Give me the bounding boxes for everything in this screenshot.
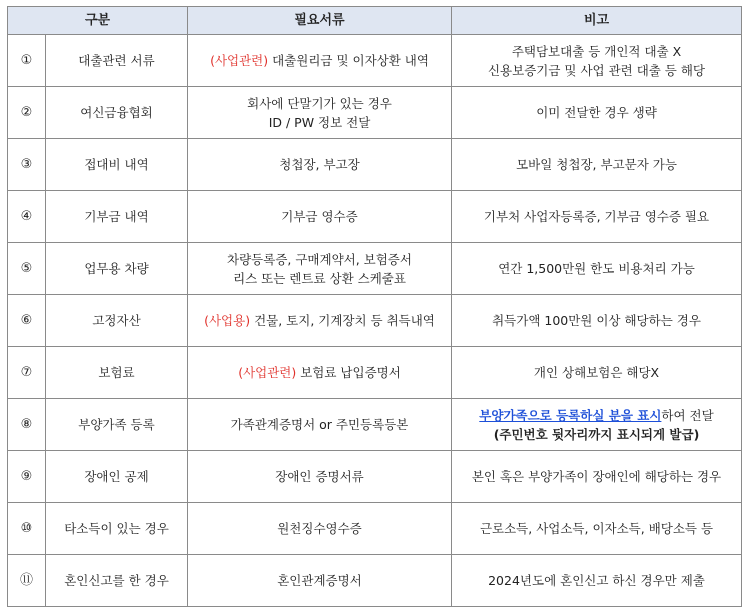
- table-row: [8, 555, 742, 607]
- table-row: [8, 87, 742, 139]
- doc-line: 회사에 단말기가 있는 경우: [247, 95, 392, 111]
- row-category: 기부금 내역: [46, 191, 188, 243]
- row-category: 타소득이 있는 경우: [46, 503, 188, 555]
- doc-highlight: (사업용): [204, 313, 251, 328]
- required-documents-table: [7, 6, 742, 607]
- row-documents: 기부금 영수증: [188, 191, 452, 243]
- note-line: 주택담보대출 등 개인적 대출 X: [511, 43, 682, 59]
- doc-highlight: (사업관련): [210, 53, 269, 68]
- row-category: 고정자산: [46, 295, 188, 347]
- row-number: ⑧: [8, 399, 46, 451]
- row-notes: [452, 35, 742, 87]
- table-row: [8, 139, 742, 191]
- table-row: [8, 347, 742, 399]
- row-notes: 2024년도에 혼인신고 하신 경우만 제출: [452, 555, 742, 607]
- header-documents: 필요서류: [188, 7, 452, 35]
- row-documents: [188, 87, 452, 139]
- note-text: 하여 전달: [661, 407, 714, 423]
- doc-text: 건물, 토지, 기계장치 등 취득내역: [250, 313, 435, 328]
- row-category: 업무용 차량: [46, 243, 188, 295]
- row-category: 접대비 내역: [46, 139, 188, 191]
- row-category: 여신금융협회: [46, 87, 188, 139]
- doc-line: 리스 또는 렌트료 상환 스케줄표: [233, 270, 406, 286]
- row-category: 부양가족 등록: [46, 399, 188, 451]
- row-documents: 청첩장, 부고장: [188, 139, 452, 191]
- doc-text: 대출원리금 및 이자상환 내역: [268, 53, 429, 68]
- row-documents: 가족관계증명서 or 주민등록등본: [188, 399, 452, 451]
- header-notes: 비고: [452, 7, 742, 35]
- note-line: (주민번호 뒷자리까지 표시되게 발급): [493, 426, 700, 442]
- row-notes: 이미 전달한 경우 생략: [452, 87, 742, 139]
- row-number: ⑥: [8, 295, 46, 347]
- row-documents: [188, 347, 452, 399]
- row-notes: 기부처 사업자등록증, 기부금 영수증 필요: [452, 191, 742, 243]
- row-number: ⑦: [8, 347, 46, 399]
- doc-text: 보험료 납입증명서: [296, 365, 401, 380]
- row-number: ②: [8, 87, 46, 139]
- row-notes: 취득가액 100만원 이상 해당하는 경우: [452, 295, 742, 347]
- row-notes: 근로소득, 사업소득, 이자소득, 배당소득 등: [452, 503, 742, 555]
- row-number: ⑨: [8, 451, 46, 503]
- row-documents: 장애인 증명서류: [188, 451, 452, 503]
- table-row: [8, 451, 742, 503]
- row-number: ④: [8, 191, 46, 243]
- row-notes: 개인 상해보험은 해당X: [452, 347, 742, 399]
- doc-line: ID / PW 정보 전달: [268, 114, 371, 130]
- table-row: [8, 399, 742, 451]
- row-notes: 모바일 청첩장, 부고문자 가능: [452, 139, 742, 191]
- row-number: ①: [8, 35, 46, 87]
- document-table-container: [7, 6, 741, 607]
- row-number: ⑤: [8, 243, 46, 295]
- table-row: [8, 295, 742, 347]
- note-line: 신용보증기금 및 사업 관련 대출 등 해당: [487, 62, 706, 78]
- row-category: 보험료: [46, 347, 188, 399]
- row-documents: [188, 295, 452, 347]
- row-documents: [188, 35, 452, 87]
- table-header-row: [8, 7, 742, 35]
- row-documents: 혼인관계증명서: [188, 555, 452, 607]
- doc-line: 차량등록증, 구매계약서, 보험증서: [227, 251, 412, 267]
- table-row: [8, 503, 742, 555]
- table-row: [8, 35, 742, 87]
- row-notes: 연간 1,500만원 한도 비용처리 가능: [452, 243, 742, 295]
- row-notes: [452, 399, 742, 451]
- row-documents: 원천징수영수증: [188, 503, 452, 555]
- note-highlight-link: 부양가족으로 등록하실 분을 표시: [479, 407, 662, 423]
- row-number: ⑩: [8, 503, 46, 555]
- table-row: [8, 243, 742, 295]
- table-row: [8, 191, 742, 243]
- doc-highlight: (사업관련): [238, 365, 297, 380]
- row-category: 혼인신고를 한 경우: [46, 555, 188, 607]
- row-notes: 본인 혹은 부양가족이 장애인에 해당하는 경우: [452, 451, 742, 503]
- row-number: ③: [8, 139, 46, 191]
- header-category: 구분: [8, 7, 188, 35]
- row-category: 대출관련 서류: [46, 35, 188, 87]
- row-category: 장애인 공제: [46, 451, 188, 503]
- row-number: ⑪: [8, 555, 46, 607]
- row-documents: [188, 243, 452, 295]
